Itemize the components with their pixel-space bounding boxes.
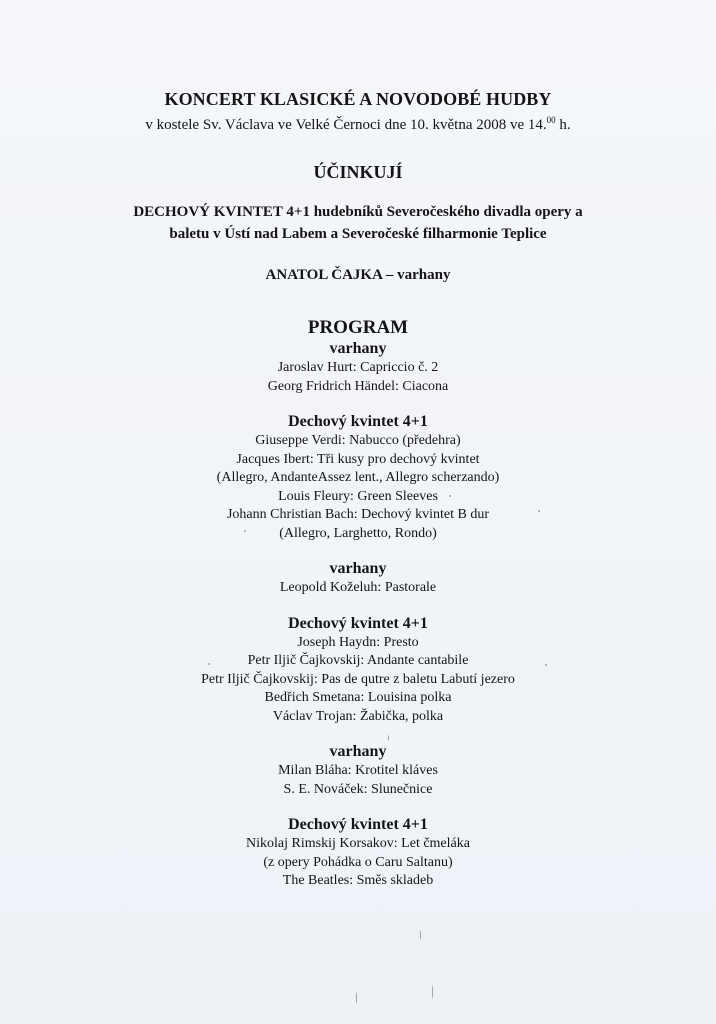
scan-speck [545, 664, 547, 666]
scan-speck [432, 985, 433, 999]
program-item: (Allegro, Larghetto, Rondo) [279, 525, 437, 541]
program-block-quintet-1 [0, 412, 716, 543]
scan-speck [356, 992, 357, 1004]
time-suffix: h. [555, 117, 571, 133]
scan-speck [244, 530, 246, 532]
organist-line: ANATOL ČAJKA – varhany [265, 267, 451, 283]
program-item: Jacques Ibert: Tři kusy pro dechový kvintet [236, 451, 480, 467]
scan-speck [208, 663, 210, 665]
scan-speck [449, 495, 451, 497]
scan-speck [420, 930, 421, 940]
concert-program [0, 88, 716, 891]
scan-speck [388, 735, 389, 741]
program-item: Johann Christian Bach: Dechový kvintet B dur [226, 507, 490, 522]
program-block-quintet-3 [0, 815, 716, 891]
concert-title: KONCERT KLASICKÉ A NOVODOBÉ HUDBY [164, 89, 552, 109]
program-item: Milan Bláha: Krotitel kláves [278, 763, 438, 778]
block-heading: varhany [329, 560, 387, 577]
ensemble-line-1: DECHOVÝ KVINTET 4+1 hudebníků Severočeského divadla opery a [133, 204, 583, 220]
performers-heading: ÚČINKUJÍ [313, 162, 403, 182]
program-item: S. E. Nováček: Slunečnice [283, 781, 433, 797]
concert-venue-date [0, 110, 716, 135]
program-item: (z opery Pohádka o Caru Saltanu) [263, 854, 453, 870]
program-block-quintet-2 [0, 614, 716, 727]
block-heading: Dechový kvintet 4+1 [288, 816, 428, 833]
program-item: Petr Iljič Čajkovskij: Andante cantabile [247, 653, 469, 668]
block-heading: Dechový kvintet 4+1 [288, 413, 428, 430]
program-block-organ-3 [0, 742, 716, 799]
program-heading: PROGRAM [307, 317, 409, 338]
program-item: Petr Iljič Čajkovskij: Pas de qutre z baletu Labutí jezero [201, 671, 515, 687]
scan-speck [538, 510, 540, 512]
ensemble-description [0, 201, 716, 245]
program-item: Nikolaj Rimskij Korsakov: Let čmeláka [246, 836, 470, 851]
program-item: Giuseppe Verdi: Nabucco (předehra) [255, 433, 461, 448]
block-heading: varhany [329, 340, 387, 357]
program-item: Václav Trojan: Žabička, polka [272, 708, 444, 724]
program-item: Georg Fridrich Händel: Ciacona [267, 378, 449, 394]
venue-date-text: v kostele Sv. Václava ve Velké Černoci dne 10. května 2008 ve 14. [145, 117, 547, 133]
ensemble-line-2: baletu v Ústí nad Labem a Severočeské filharmonie Teplice [169, 226, 547, 242]
block-heading: Dechový kvintet 4+1 [288, 614, 428, 632]
time-minutes: 00 [546, 115, 556, 125]
program-block-organ-2 [0, 559, 716, 598]
program-item: Bedřich Smetana: Louisina polka [264, 690, 452, 705]
program-item: (Allegro, AndanteAssez lent., Allegro scherzando) [216, 470, 500, 485]
program-block-organ-1 [0, 339, 716, 396]
program-item: Louis Fleury: Green Sleeves [278, 488, 438, 504]
block-heading: varhany [329, 743, 387, 760]
program-item: Joseph Haydn: Presto [297, 634, 419, 650]
program-item: Leopold Koželuh: Pastorale [279, 580, 437, 595]
program-item: The Beatles: Směs skladeb [282, 873, 434, 888]
program-item: Jaroslav Hurt: Capriccio č. 2 [277, 360, 439, 375]
